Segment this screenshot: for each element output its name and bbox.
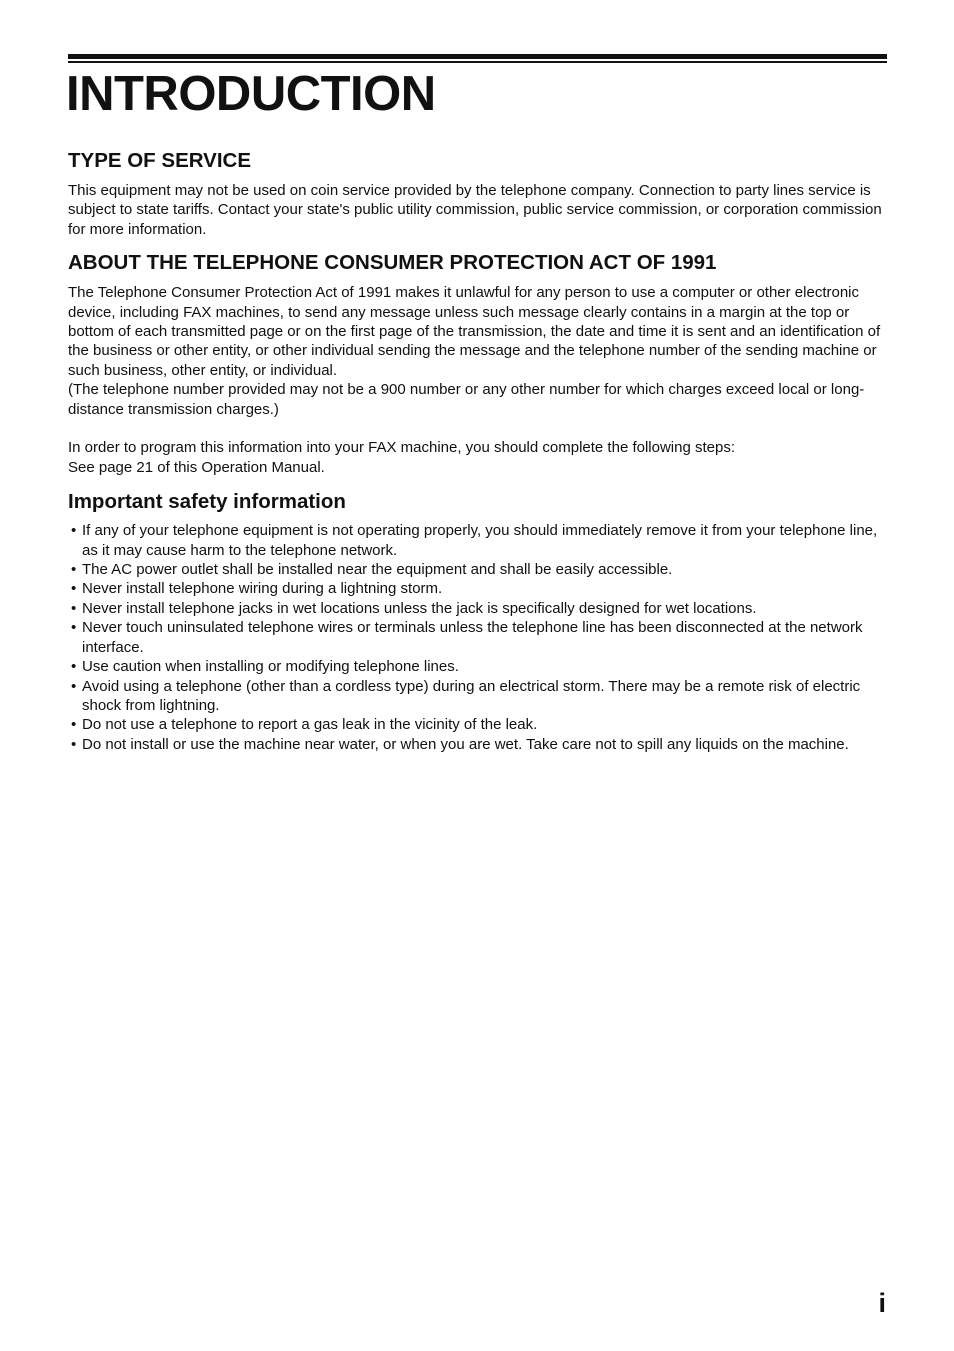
section-heading-type-of-service: TYPE OF SERVICE	[68, 149, 252, 172]
safety-list-item	[68, 521, 886, 560]
bullet-icon: •	[71, 735, 77, 753]
bullet-icon: •	[71, 599, 77, 617]
bullet-icon: •	[71, 522, 77, 540]
safety-item-text: Never install telephone wiring during a lightning storm.	[82, 580, 443, 598]
safety-item-text: If any of your telephone equipment is not operating properly, you should immediately remove it from your telephone line, as it may cause harm to the telephone network.	[82, 522, 878, 559]
safety-list-item	[68, 735, 886, 754]
safety-list	[68, 521, 886, 754]
safety-list-item	[68, 579, 886, 598]
page-title: INTRODUCTION	[66, 67, 436, 121]
bullet-icon: •	[71, 580, 77, 598]
safety-list-item	[68, 657, 886, 676]
safety-item-text: Never install telephone jacks in wet locations unless the jack is specifically designed for wet locations.	[82, 599, 757, 617]
section-heading-tcpa: ABOUT THE TELEPHONE CONSUMER PROTECTION ACT OF 1991	[68, 251, 717, 275]
safety-item-text: Do not use a telephone to report a gas leak in the vicinity of the leak.	[82, 716, 538, 734]
safety-list-item	[68, 677, 886, 716]
safety-item-text: The AC power outlet shall be installed near the equipment and shall be easily accessible.	[82, 561, 673, 579]
safety-item-text: Use caution when installing or modifying telephone lines.	[82, 658, 459, 676]
page-number: i	[878, 1288, 886, 1318]
tcpa-paragraph-1-note: (The telephone number provided may not be a 900 number or any other number for which charges exceed local or long-distance transmission charges.)	[68, 381, 865, 418]
safety-item-text: Do not install or use the machine near water, or when you are wet. Take care not to spill any liquids on the machine.	[82, 735, 849, 753]
tcpa-paragraph-2	[68, 438, 886, 477]
tcpa-paragraph-1-main: The Telephone Consumer Protection Act of 1991 makes it unlawful for any person to use a computer or other electronic device, including FAX machines, to send any message unless such message clearly contains in a margin at the top or bottom of each transmitted page or on the first page of the transmission, the date and time it is sent and an identification of the business or other entity, or other individual sending the message and the telephone number of the sending machine or such business, other entity, or individual.	[68, 284, 881, 379]
safety-item-text: Never touch uninsulated telephone wires or terminals unless the telephone line has been disconnected at the network interface.	[82, 619, 863, 656]
safety-list-item	[68, 618, 886, 657]
bullet-icon: •	[71, 561, 77, 579]
tcpa-paragraph-1	[68, 283, 886, 419]
safety-list-item	[68, 715, 886, 734]
title-rule-thin	[68, 61, 887, 63]
tcpa-page-reference: See page 21 of this Operation Manual.	[68, 458, 325, 476]
bullet-icon: •	[71, 716, 77, 734]
section-heading-safety: Important safety information	[68, 490, 346, 514]
safety-list-item	[68, 599, 886, 618]
bullet-icon: •	[71, 677, 77, 695]
bullet-icon: •	[71, 658, 77, 676]
bullet-icon: •	[71, 619, 77, 637]
tcpa-paragraph-2-main: In order to program this information into your FAX machine, you should complete the following steps:	[68, 439, 736, 457]
safety-list-item	[68, 560, 886, 579]
title-rule-thick	[68, 54, 887, 59]
type-of-service-paragraph: This equipment may not be used on coin service provided by the telephone company. Connection to party lines service is subject to state tariffs. Contact your state's public utility commission, public service commission, or corporation commission for more information.	[68, 182, 882, 238]
safety-item-text: Avoid using a telephone (other than a cordless type) during an electrical storm. There may be a remote risk of electric shock from lightning.	[82, 677, 861, 714]
page-content	[68, 146, 886, 754]
